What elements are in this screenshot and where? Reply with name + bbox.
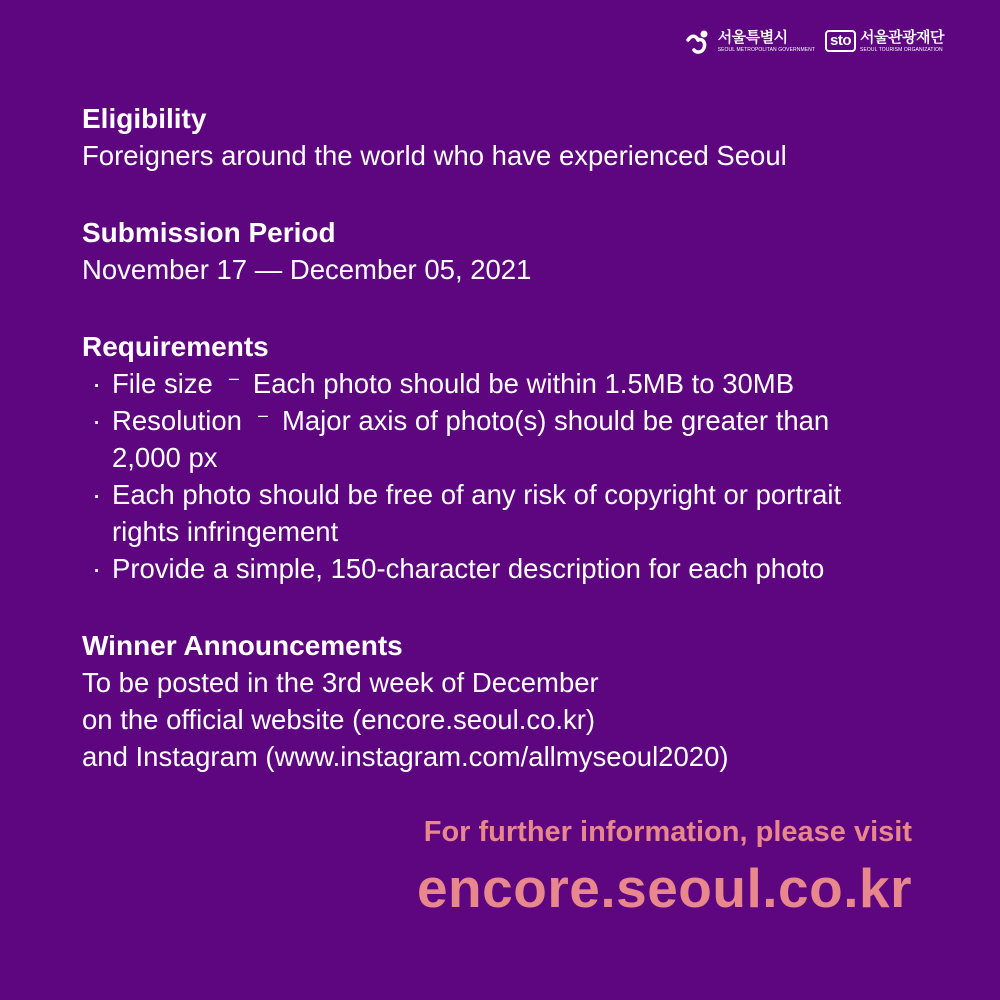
bullet: · xyxy=(92,479,102,510)
requirement-item xyxy=(82,550,942,587)
eligibility-text: Foreigners around the world who have experienced Seoul xyxy=(82,140,787,171)
winner-section xyxy=(82,627,942,775)
cta-text: For further information, please visit xyxy=(423,816,912,848)
call-to-action xyxy=(417,813,912,921)
submission-period-text: November 17 — December 05, 2021 xyxy=(82,254,532,285)
sto-mark: sto xyxy=(825,30,856,52)
cta-url-link[interactable]: encore.seoul.co.kr xyxy=(416,857,912,919)
requirement-text-continuation: rights infringement xyxy=(112,516,339,547)
eligibility-section xyxy=(82,100,942,174)
requirement-text: Major axis of photo(s) should be greater than xyxy=(281,405,830,436)
requirement-label: File size xyxy=(112,368,213,399)
winner-text-line: To be posted in the 3rd week of December xyxy=(82,667,599,698)
seoul-government-emblem-icon xyxy=(684,28,714,54)
requirement-item xyxy=(82,476,942,550)
bullet: · xyxy=(92,553,102,584)
winner-text-line: on the official website (encore.seoul.co.kr) xyxy=(82,704,596,735)
requirement-item xyxy=(82,402,942,476)
winner-text-line: and Instagram (www.instagram.com/allmyseoul2020) xyxy=(82,741,729,772)
requirements-heading: Requirements xyxy=(82,331,269,362)
eligibility-heading: Eligibility xyxy=(82,103,207,134)
requirement-item xyxy=(82,365,942,402)
seoul-tourism-english-name: SEOUL TOURISM ORGANIZATION xyxy=(860,46,943,53)
winner-heading: Winner Announcements xyxy=(82,630,403,661)
dash: – xyxy=(257,405,268,425)
header-logos xyxy=(684,28,944,54)
bullet: · xyxy=(92,368,102,399)
submission-section xyxy=(82,214,942,288)
requirement-label: Resolution xyxy=(112,405,242,436)
seoul-government-english-name: SEOUL METROPOLITAN GOVERNMENT xyxy=(717,46,816,53)
seoul-tourism-logo xyxy=(825,27,944,53)
requirement-text: Each photo should be within 1.5MB to 30MB xyxy=(252,368,795,399)
info-content xyxy=(82,100,942,815)
submission-heading: Submission Period xyxy=(82,217,336,248)
seoul-government-korean-name: 서울특별시 xyxy=(717,27,788,46)
requirement-text: Each photo should be free of any risk of copyright or portrait xyxy=(112,479,842,510)
requirement-text-continuation: 2,000 px xyxy=(112,442,218,473)
requirement-text: Provide a simple, 150-character description for each photo xyxy=(112,553,825,584)
seoul-tourism-korean-name: 서울관광재단 xyxy=(860,27,944,46)
bullet: · xyxy=(92,405,102,436)
requirements-section xyxy=(82,328,942,587)
requirements-list xyxy=(82,365,942,587)
dash: – xyxy=(228,368,239,388)
seoul-government-logo xyxy=(684,28,815,54)
